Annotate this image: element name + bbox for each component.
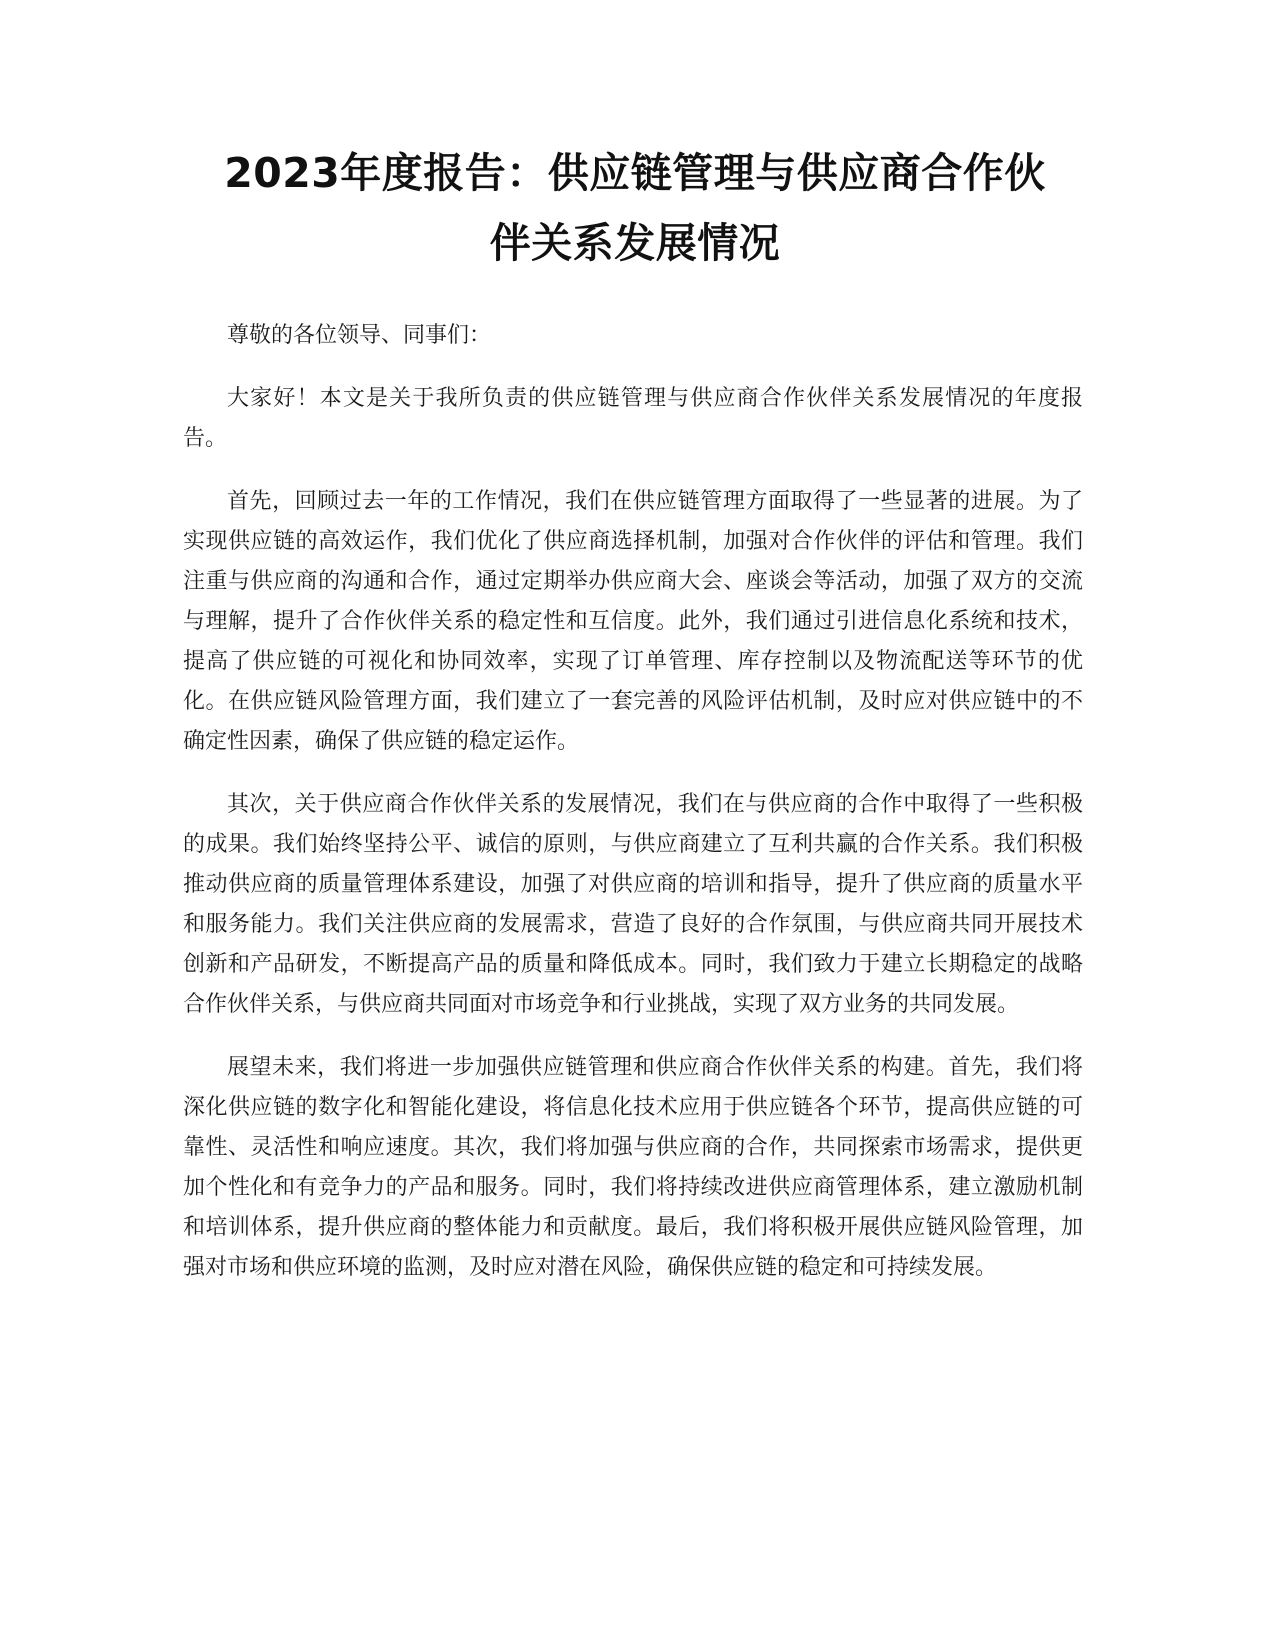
paragraph-supply-chain-review: 首先，回顾过去一年的工作情况，我们在供应链管理方面取得了一些显著的进展。为了实现供应链的高效运作，我们优化了供应商选择机制，加强对合作伙伴的评估和管理。我们注重与供应商的沟通和合作，通过定期举办供应商大会、座谈会等活动，加强了双方的交流与理解，提升了合作伙伴关系的稳定性和互信度。此外，我们通过引进信息化系统和技术，提高了供应链的可视化和协同效率，实现了订单管理、库存控制以及物流配送等环节的优化。在供应链风险管理方面，我们建立了一套完善的风险评估机制，及时应对供应链中的不确定性因素，确保了供应链的稳定运作。: [183, 489, 1083, 754]
salutation: 尊敬的各位领导、同事们：: [227, 323, 492, 348]
paragraph-greeting: 大家好！本文是关于我所负责的供应链管理与供应商合作伙伴关系发展情况的年度报告。: [183, 386, 1083, 451]
title-line-2: 伴关系发展情况: [489, 219, 781, 267]
paragraph-supplier-partnership: 其次，关于供应商合作伙伴关系的发展情况，我们在与供应商的合作中取得了一些积极的成果。我们始终坚持公平、诚信的原则，与供应商建立了互利共赢的合作关系。我们积极推动供应商的质量管理体系建设，加强了对供应商的培训和指导，提升了供应商的质量水平和服务能力。我们关注供应商的发展需求，营造了良好的合作氛围，与供应商共同开展技术创新和产品研发，不断提高产品的质量和降低成本。同时，我们致力于建立长期稳定的战略合作伙伴关系，与供应商共同面对市场竞争和行业挑战，实现了双方业务的共同发展。: [183, 792, 1083, 1017]
title-line-1: 2023年度报告：供应链管理与供应商合作伙: [224, 149, 1046, 197]
document-body: [183, 316, 1083, 1311]
document-title: [175, 138, 1095, 278]
paragraph-outlook: 展望未来，我们将进一步加强供应链管理和供应商合作伙伴关系的构建。首先，我们将深化供应链的数字化和智能化建设，将信息化技术应用于供应链各个环节，提高供应链的可靠性、灵活性和响应速度。其次，我们将加强与供应商的合作，共同探索市场需求，提供更加个性化和有竞争力的产品和服务。同时，我们将持续改进供应商管理体系，建立激励机制和培训体系，提升供应商的整体能力和贡献度。最后，我们将积极开展供应链风险管理，加强对市场和供应环境的监测，及时应对潜在风险，确保供应链的稳定和可持续发展。: [183, 1055, 1083, 1280]
